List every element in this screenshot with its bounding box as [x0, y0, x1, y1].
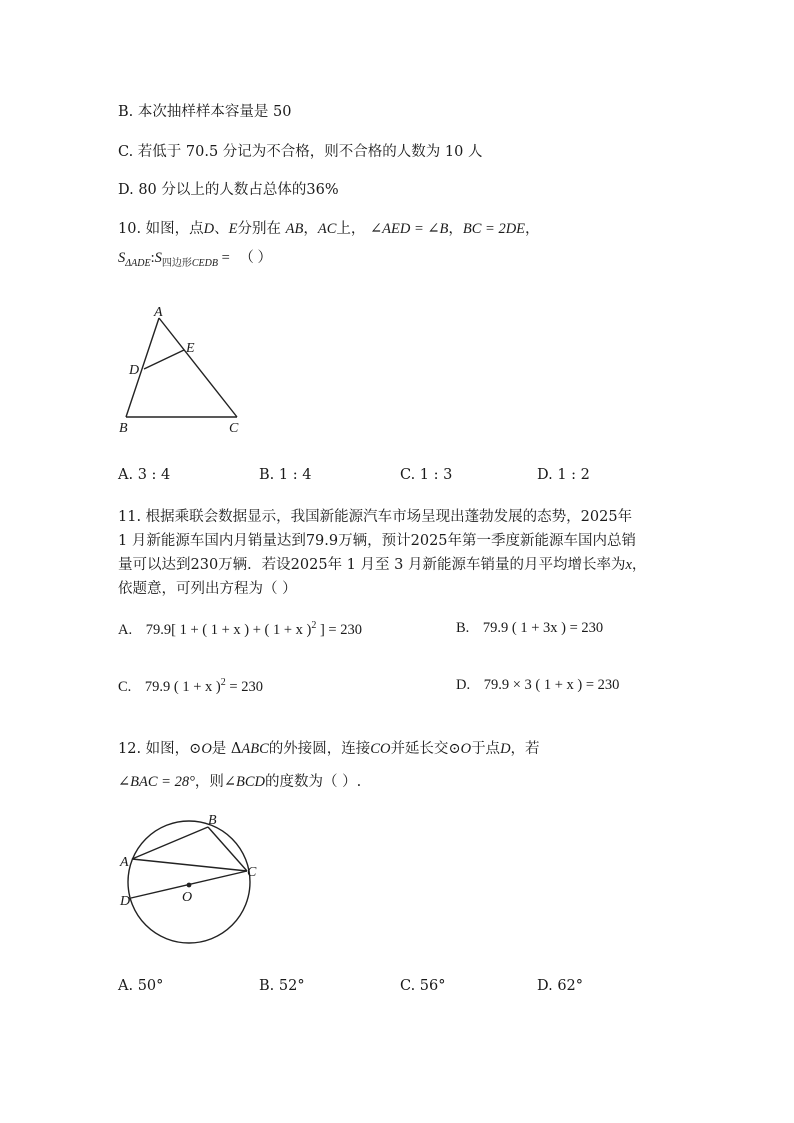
q11-option-d: [456, 677, 619, 694]
q11-option-a: [118, 622, 362, 639]
equation-c-rhs: = 230: [225, 679, 263, 695]
q10-prefix: 10. 如图，点: [118, 221, 204, 237]
q12-text: ，则: [194, 774, 224, 790]
center-point: [187, 883, 192, 888]
q11-option-c: [118, 679, 263, 696]
equation-b: 79.9 ( 1 + 3x ) = 230: [482, 620, 604, 636]
option-label: D.: [456, 677, 471, 693]
equation-a-coef: 79.9: [145, 622, 172, 638]
point-d: D: [203, 221, 215, 237]
equals: =: [217, 250, 230, 266]
q10-stem-line1: [118, 217, 540, 238]
circle-o-symbol: ⊙O: [189, 741, 212, 757]
q10-option-c: C. 1 : 3: [400, 467, 453, 483]
option-label: A.: [118, 622, 133, 638]
triangle-ade-sub: ΔADE: [125, 258, 151, 269]
segment-ac: AC: [317, 221, 337, 237]
q10-text: 上，: [336, 221, 366, 237]
q10-text: 分别在: [237, 221, 282, 237]
q10-option-a: A. 3 : 4: [118, 467, 171, 483]
chord-ac: [132, 859, 247, 871]
quadrilateral-sub: CEDB: [191, 258, 218, 269]
label-a: A: [120, 855, 129, 870]
circumcircle: [128, 821, 250, 943]
q12-option-a: A. 50°: [118, 978, 164, 994]
label-b: B: [119, 421, 128, 436]
q9-option-c: C. 若低于 70.5 分记为不合格，则不合格的人数为 10 人: [118, 144, 483, 160]
q12-text: 的外接圆，连接: [268, 741, 371, 757]
q12-stem-line1: [118, 737, 540, 758]
q10-option-b: B. 1 : 4: [259, 467, 312, 483]
variable-x: x: [625, 557, 632, 573]
q9-option-b: B. 本次抽样样本容量是 50: [118, 104, 292, 120]
exponent: 2: [220, 677, 226, 688]
option-label: B.: [456, 620, 470, 636]
q12-text: ，若: [510, 741, 540, 757]
side-ac: [159, 318, 237, 417]
condition-length: BC = 2DE: [462, 221, 526, 237]
separator: 、: [214, 221, 229, 237]
q11-stem-line1: 11. 根据乘联会数据显示，我国新能源汽车市场呈现出蓬勃发展的态势，2025年: [118, 509, 633, 525]
equation-a-body: [ 1 + ( 1 + x ) + ( 1 + x ): [171, 622, 312, 638]
circle-figure: [110, 812, 270, 952]
label-c: C: [229, 421, 239, 436]
label-c: C: [247, 865, 257, 880]
condition-angle: ∠BAC = 28°: [118, 774, 195, 790]
q12-option-d: D. 62°: [537, 978, 584, 994]
label-o: O: [182, 890, 193, 905]
target-angle: ∠BCD: [223, 774, 266, 790]
area-symbol: S: [118, 250, 126, 266]
label-e: E: [186, 341, 195, 356]
q12-text: 是 Δ: [211, 741, 242, 757]
equation-c-body: 79.9 ( 1 + x ): [144, 679, 221, 695]
ratio-colon: :: [150, 250, 155, 266]
q12-text: 的度数为（ ）.: [265, 774, 362, 790]
label-d: D: [129, 363, 140, 378]
option-label: C.: [118, 679, 132, 695]
q11-option-b: [456, 620, 603, 637]
segment-ab: AB: [285, 221, 304, 237]
triangle-abc: ABC: [241, 741, 269, 757]
q12-option-c: C. 56°: [400, 978, 446, 994]
point-e: E: [228, 221, 238, 237]
q12-text: 于点: [471, 741, 501, 757]
segment-de: [144, 350, 184, 369]
equation-d: 79.9 × 3 ( 1 + x ) = 230: [483, 677, 620, 693]
comma: ，: [525, 221, 540, 237]
comma: ，: [448, 221, 463, 237]
q12-option-b: B. 52°: [259, 978, 305, 994]
q11-text: 量可以达到230万辆．若设2025年 1 月至 3 月新能源车销量的月平均增长率为: [118, 557, 626, 573]
q12-prefix: 12. 如图，: [118, 741, 190, 757]
triangle-figure: [110, 300, 250, 440]
label-b: B: [208, 813, 217, 828]
q12-stem-line2: [118, 770, 361, 791]
q11-stem-line3: [118, 553, 646, 574]
condition-angle: ∠AED = ∠B: [369, 221, 449, 237]
circle-o-symbol: ⊙O: [448, 741, 472, 757]
answer-blank: （ ）: [239, 250, 273, 266]
area-symbol: S: [154, 250, 162, 266]
segment-co: CO: [370, 741, 391, 757]
equation-a-rhs: ] = 230: [316, 622, 362, 638]
q10-option-d: D. 1 : 2: [537, 467, 590, 483]
label-d: D: [120, 894, 131, 909]
chord-ab: [132, 827, 208, 859]
q9-option-d: D. 80 分以上的人数占总体的36%: [118, 182, 339, 198]
exponent: 2: [311, 620, 317, 631]
point-d: D: [500, 741, 511, 757]
q10-stem-line2: [118, 246, 272, 267]
chord-bc: [208, 827, 247, 871]
q11-stem-line4: 依题意，可列出方程为（ ）: [118, 581, 297, 597]
q12-text: 并延长交: [390, 741, 449, 757]
q11-stem-line2: 1 月新能源车国内月销量达到79.9万辆，预计2025年第一季度新能源车国内总销: [118, 533, 637, 549]
comma: ，: [631, 557, 647, 573]
quadrilateral-sub-cn: 四边形: [161, 258, 192, 269]
comma: ，: [303, 221, 318, 237]
label-a: A: [154, 305, 163, 320]
